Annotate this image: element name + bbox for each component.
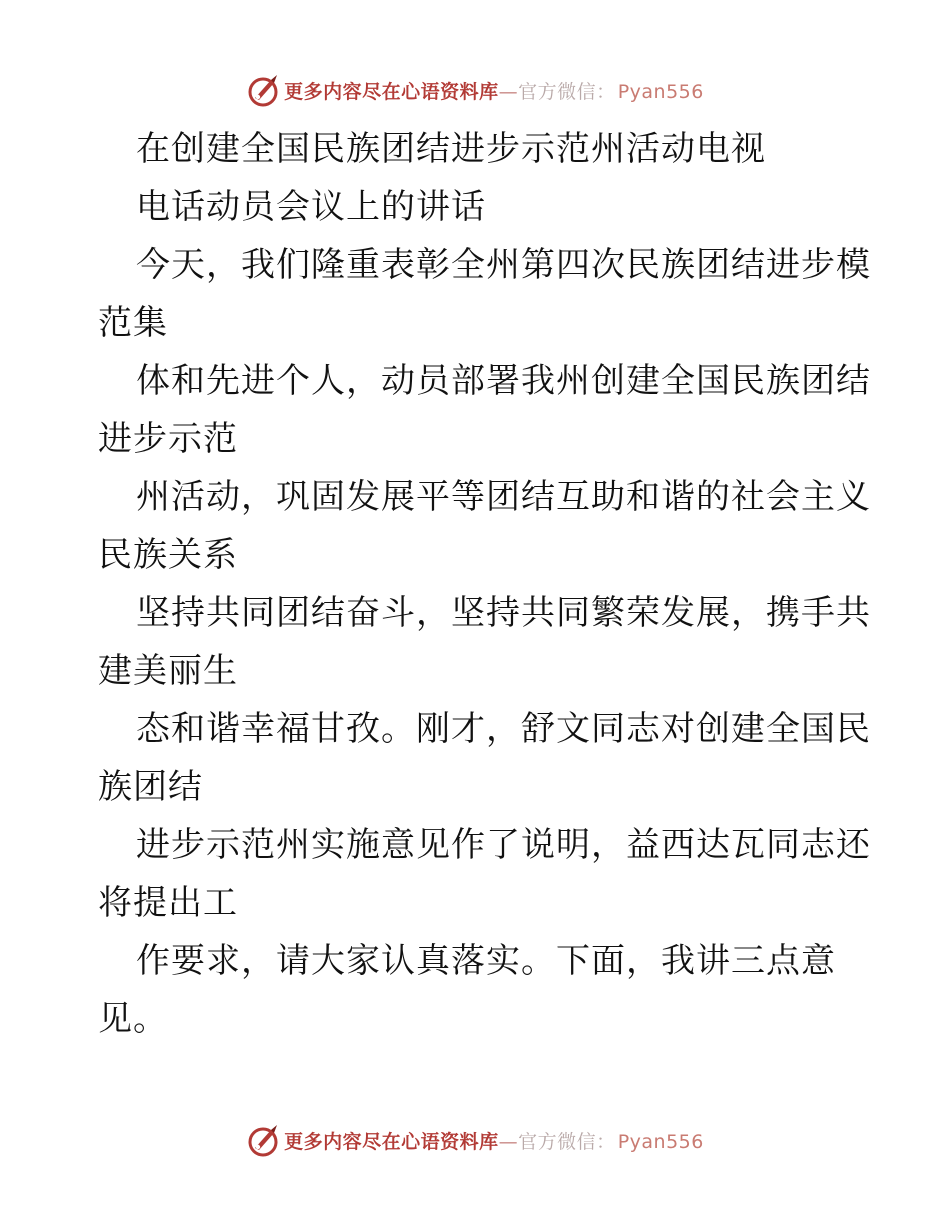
banner-brand-text: 更多内容尽在心语资料库 [284, 1130, 499, 1153]
banner-brand-text: 更多内容尽在心语资料库 [284, 80, 499, 103]
banner-dash: — [498, 1130, 519, 1153]
footer-watermark-banner [0, 1120, 950, 1160]
banner-wechat-label: 官方微信： [518, 1130, 616, 1153]
paragraph-line: 民族关系 [98, 535, 238, 575]
title-line-2: 电话动员会议上的讲话 [136, 187, 486, 227]
paragraph-line: 族团结 [98, 767, 203, 807]
banner-text [284, 1127, 704, 1154]
paragraph-line: 州活动，巩固发展平等团结互助和谐的社会主义 [136, 477, 871, 517]
quill-logo-icon [246, 1123, 280, 1157]
banner-dash: — [498, 80, 519, 103]
paragraph-line: 将提出工 [98, 883, 238, 923]
paragraph-line: 范集 [98, 303, 168, 343]
banner-wechat-handle: Pyan556 [617, 80, 704, 103]
paragraph-line: 进步示范州实施意见作了说明，益西达瓦同志还 [136, 825, 871, 865]
title-line-1: 在创建全国民族团结进步示范州活动电视 [136, 129, 766, 169]
banner-wechat-label: 官方微信： [518, 80, 616, 103]
paragraph-line: 见。 [98, 999, 168, 1039]
paragraph-line: 坚持共同团结奋斗，坚持共同繁荣发展，携手共 [136, 593, 871, 633]
header-watermark-banner [0, 70, 950, 110]
paragraph-line: 体和先进个人，动员部署我州创建全国民族团结 [136, 361, 871, 401]
paragraph-line: 今天，我们隆重表彰全州第四次民族团结进步模 [136, 245, 871, 285]
banner-wechat-handle: Pyan556 [617, 1130, 704, 1153]
paragraph-line: 态和谐幸福甘孜。刚才，舒文同志对创建全国民 [136, 709, 871, 749]
paragraph-line: 进步示范 [98, 419, 238, 459]
document-body [98, 120, 871, 1048]
banner-text [284, 77, 704, 104]
quill-logo-icon [246, 73, 280, 107]
paragraph-line: 建美丽生 [98, 651, 238, 691]
paragraph-line: 作要求，请大家认真落实。下面，我讲三点意 [136, 941, 836, 981]
